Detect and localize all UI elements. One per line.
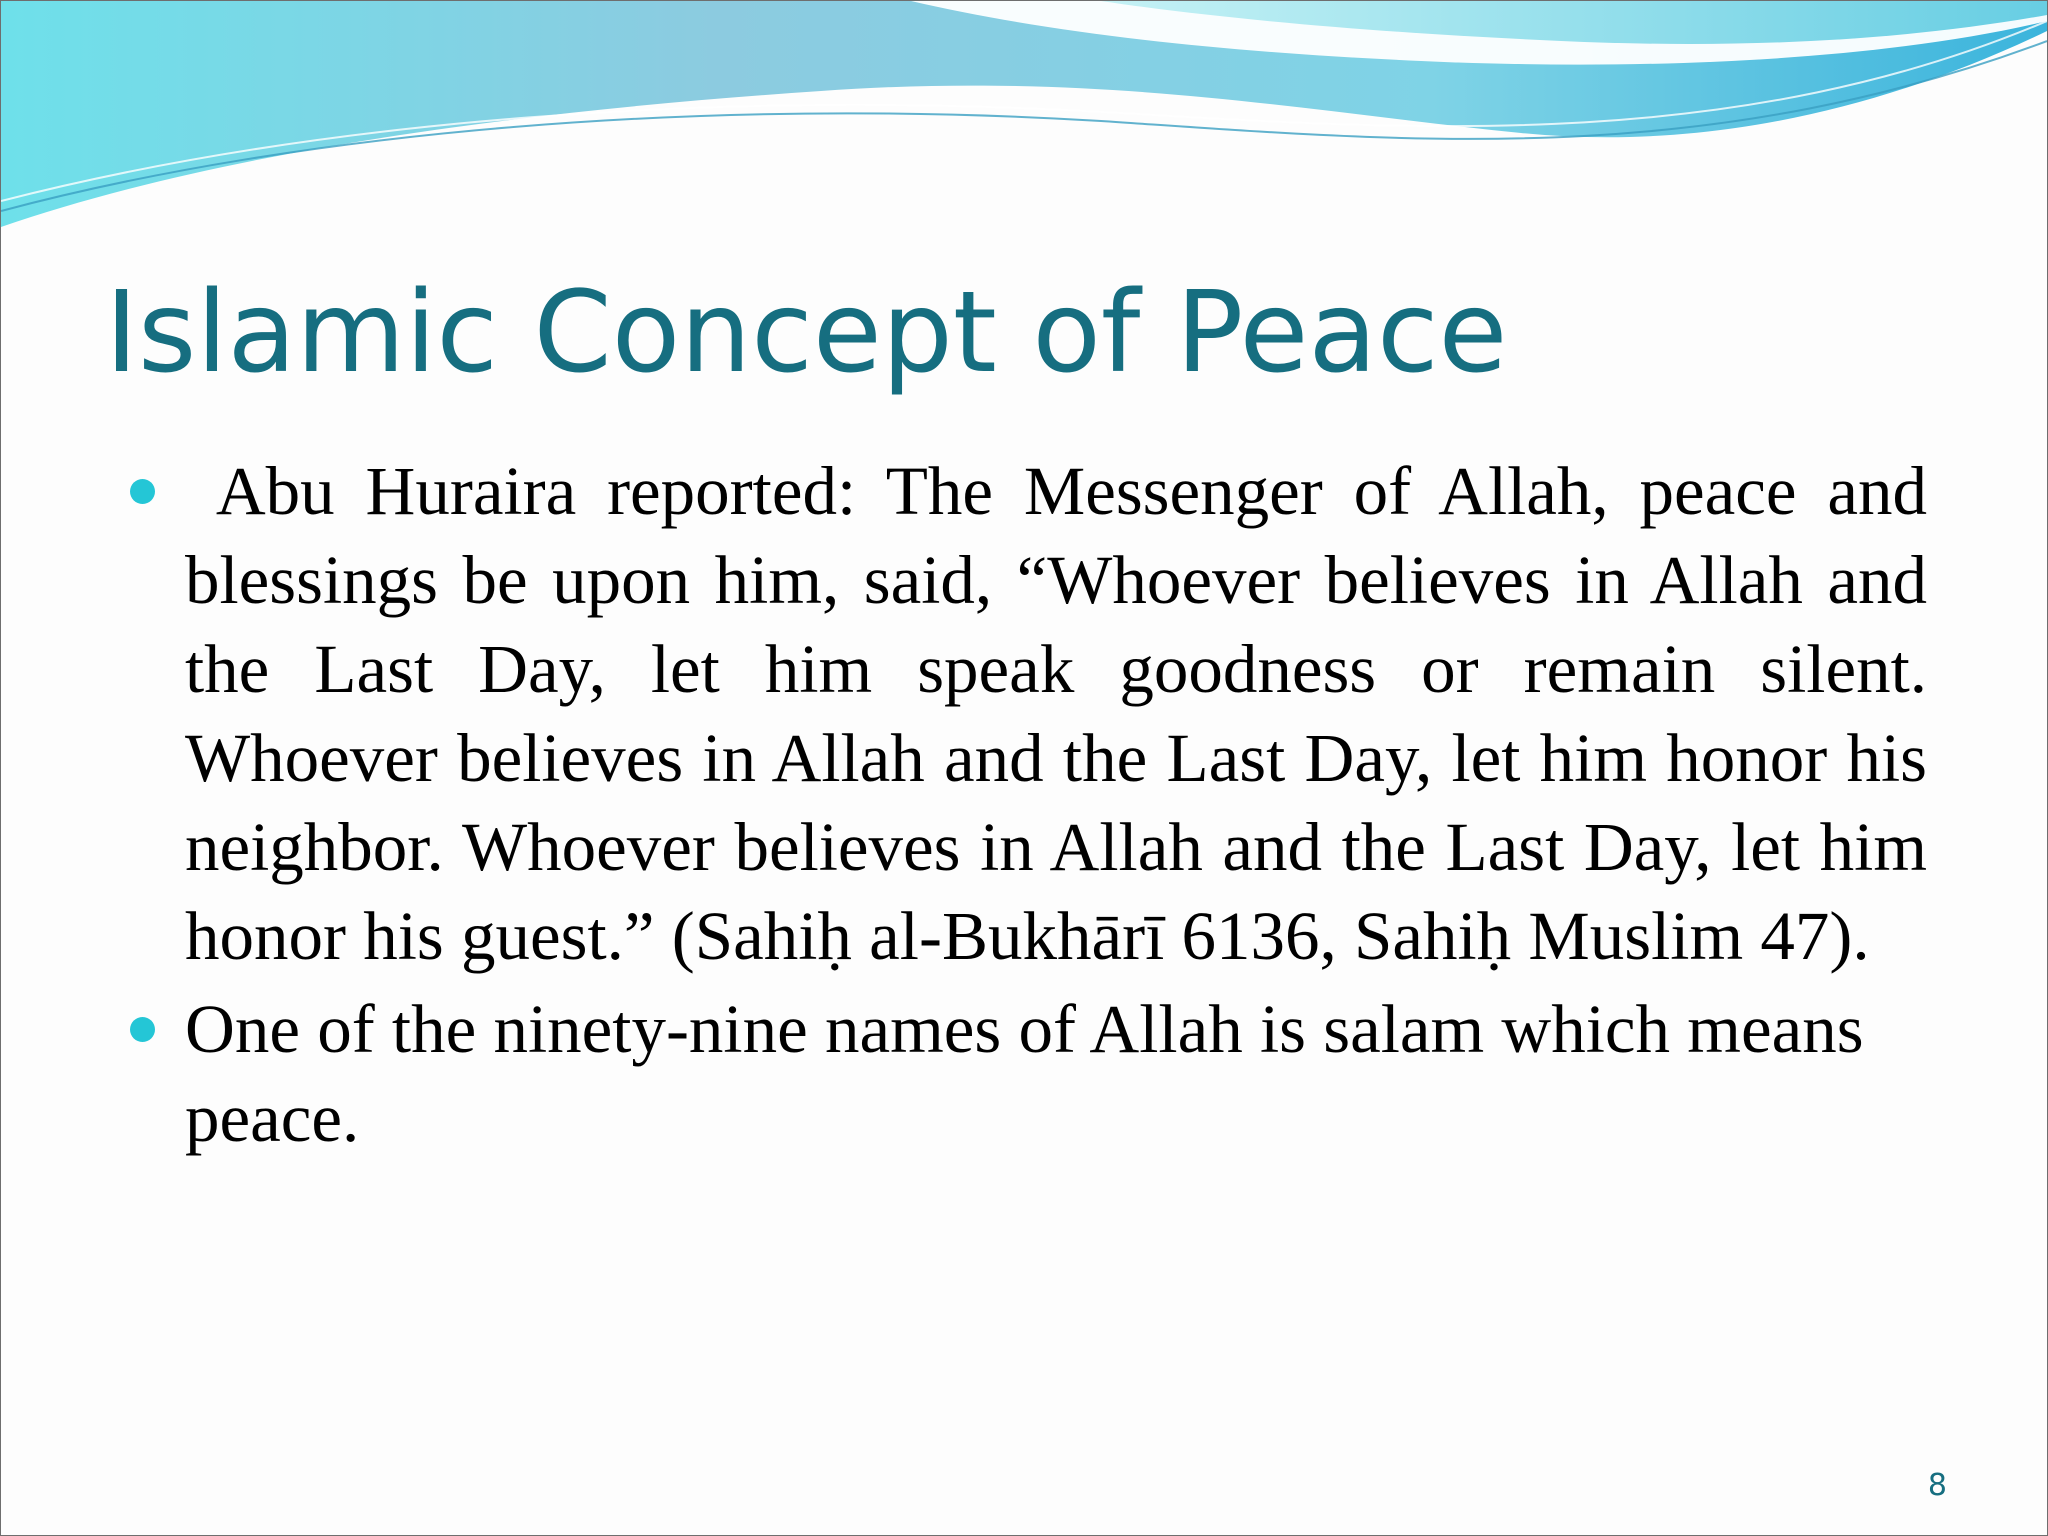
bullet-item-salam (185, 985, 1927, 1163)
header-wave-decoration (1, 1, 2047, 241)
bullet-list (185, 447, 1927, 1163)
page-number: 8 (1927, 1468, 1947, 1503)
bullet-text: One of the ninety-nine names of Allah is salam which means peace. (185, 991, 1864, 1156)
bullet-dot-icon (130, 1017, 155, 1042)
slide-title: Islamic Concept of Peace (105, 268, 1508, 398)
bullet-text: Abu Huraira reported: The Messenger of Allah, peace and blessings be upon him, said, “Whoever believes in Allah and the Last Day, let him speak goodness or remain silent. Whoever believes in Allah and the Last Day, let him honor his neighbor. Whoever believes in Allah and the Last Day, let him honor his guest.” (Sahiḥ al-Bukhārī 6136, Sahiḥ Muslim 47). (185, 453, 1927, 974)
bullet-dot-icon (130, 479, 155, 504)
bullet-item-hadith (185, 447, 1927, 981)
